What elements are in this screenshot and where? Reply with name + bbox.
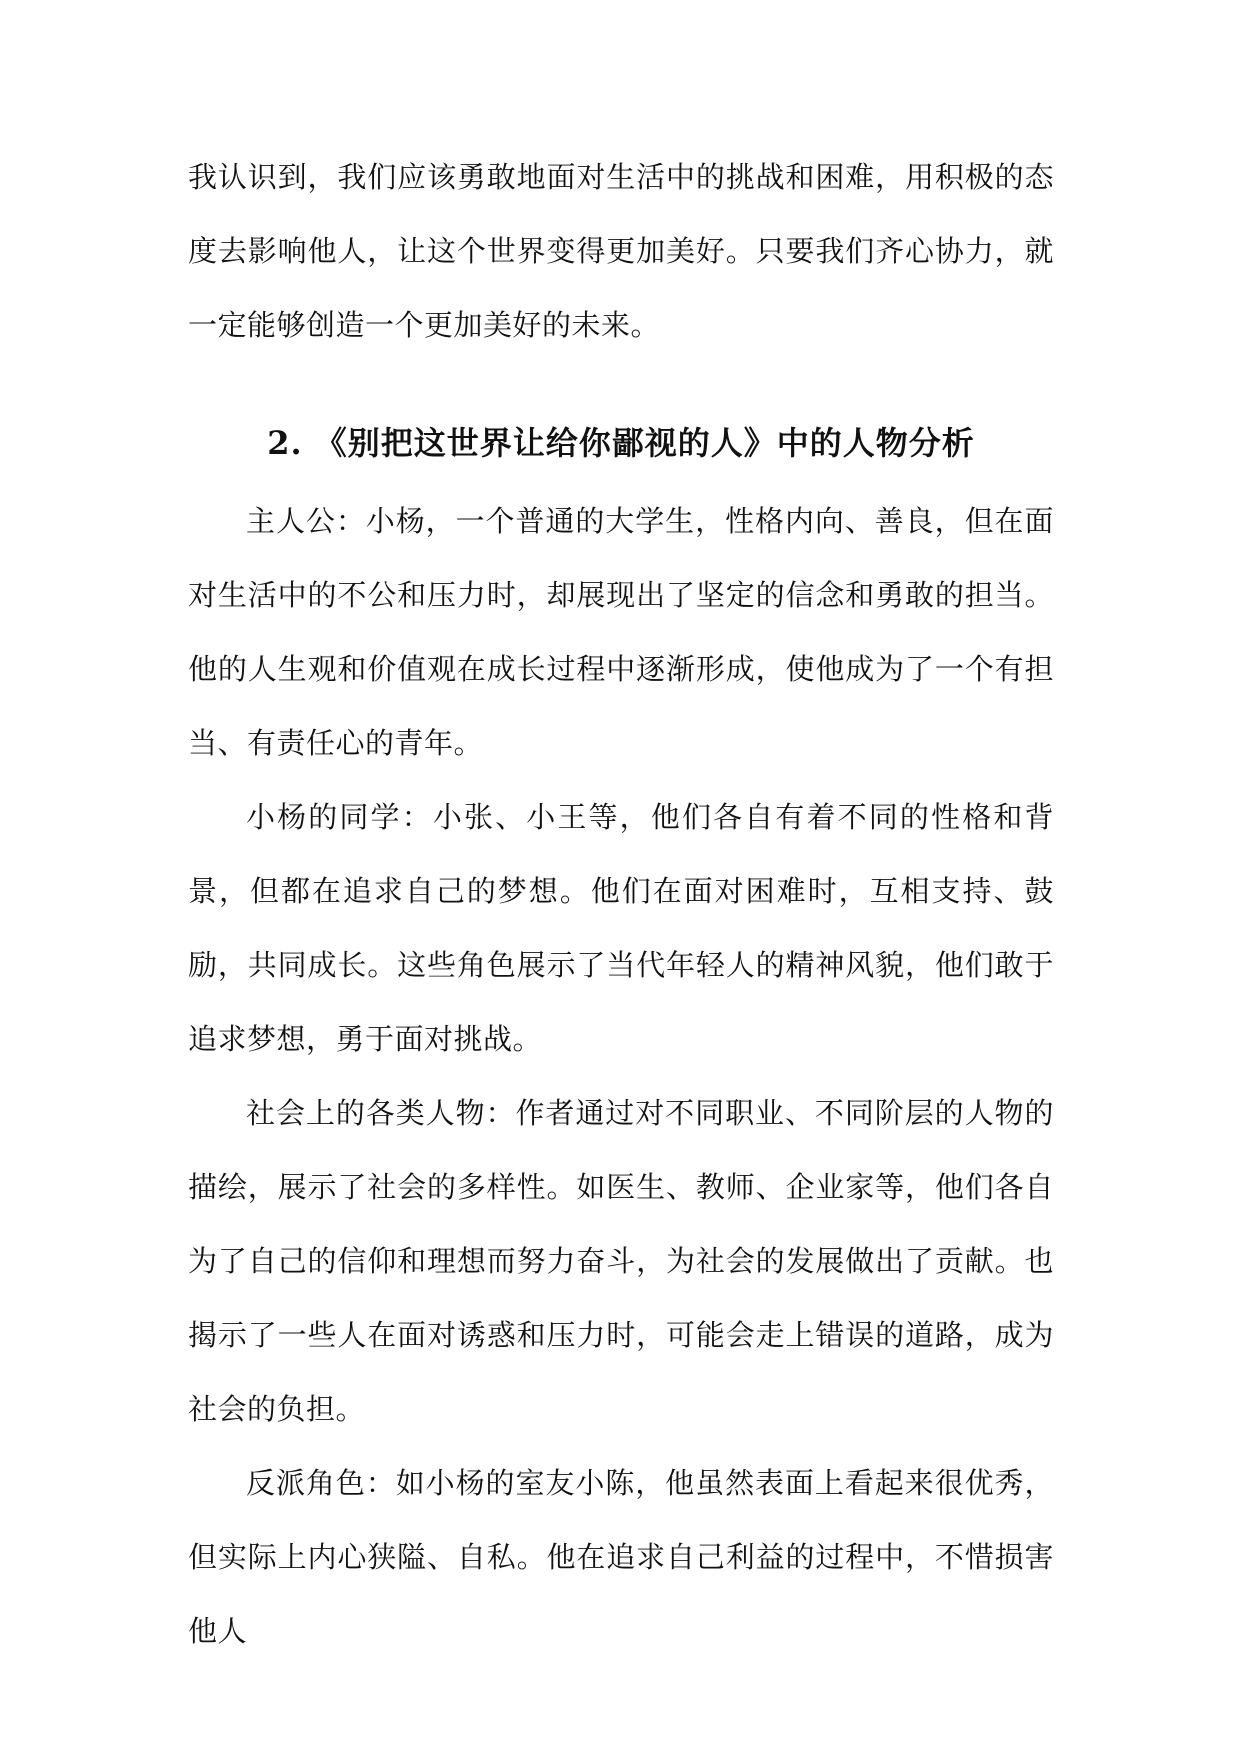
paragraph-society: 社会上的各类人物：作者通过对不同职业、不同阶层的人物的描绘，展示了社会的多样性。如医生、教师、企业家等，他们各自为了自己的信仰和理想而努力奋斗，为社会的发展做出了贡献。也揭示了一些人在面对诱惑和压力时，可能会走上错误的道路，成为社会的负担。 — [188, 1096, 1054, 1426]
paragraph-classmates: 小杨的同学：小张、小王等，他们各自有着不同的性格和背景，但都在追求自己的梦想。他们在面对困难时，互相支持、鼓励，共同成长。这些角色展示了当代年轻人的精神风貌，他们敢于追求梦想，勇于面对挑战。 — [188, 800, 1054, 1056]
paragraph-antagonist: 反派角色：如小杨的室友小陈，他虽然表面上看起来很优秀，但实际上内心狭隘、自私。他在追求自己利益的过程中，不惜损害他人 — [188, 1466, 1054, 1648]
intro-paragraph: 我认识到，我们应该勇敢地面对生活中的挑战和困难，用积极的态度去影响他人，让这个世界变得更加美好。只要我们齐心协力，就一定能够创造一个更加美好的未来。 — [188, 160, 1054, 342]
document-body — [188, 140, 1054, 1668]
section-heading: 2. 《别把这世界让给你鄙视的人》中的人物分析 — [267, 424, 975, 462]
paragraph-protagonist: 主人公：小杨，一个普通的大学生，性格内向、善良，但在面对生活中的不公和压力时，却展现出了坚定的信念和勇敢的担当。他的人生观和价值观在成长过程中逐渐形成，使他成为了一个有担当、有责任心的青年。 — [188, 504, 1054, 760]
